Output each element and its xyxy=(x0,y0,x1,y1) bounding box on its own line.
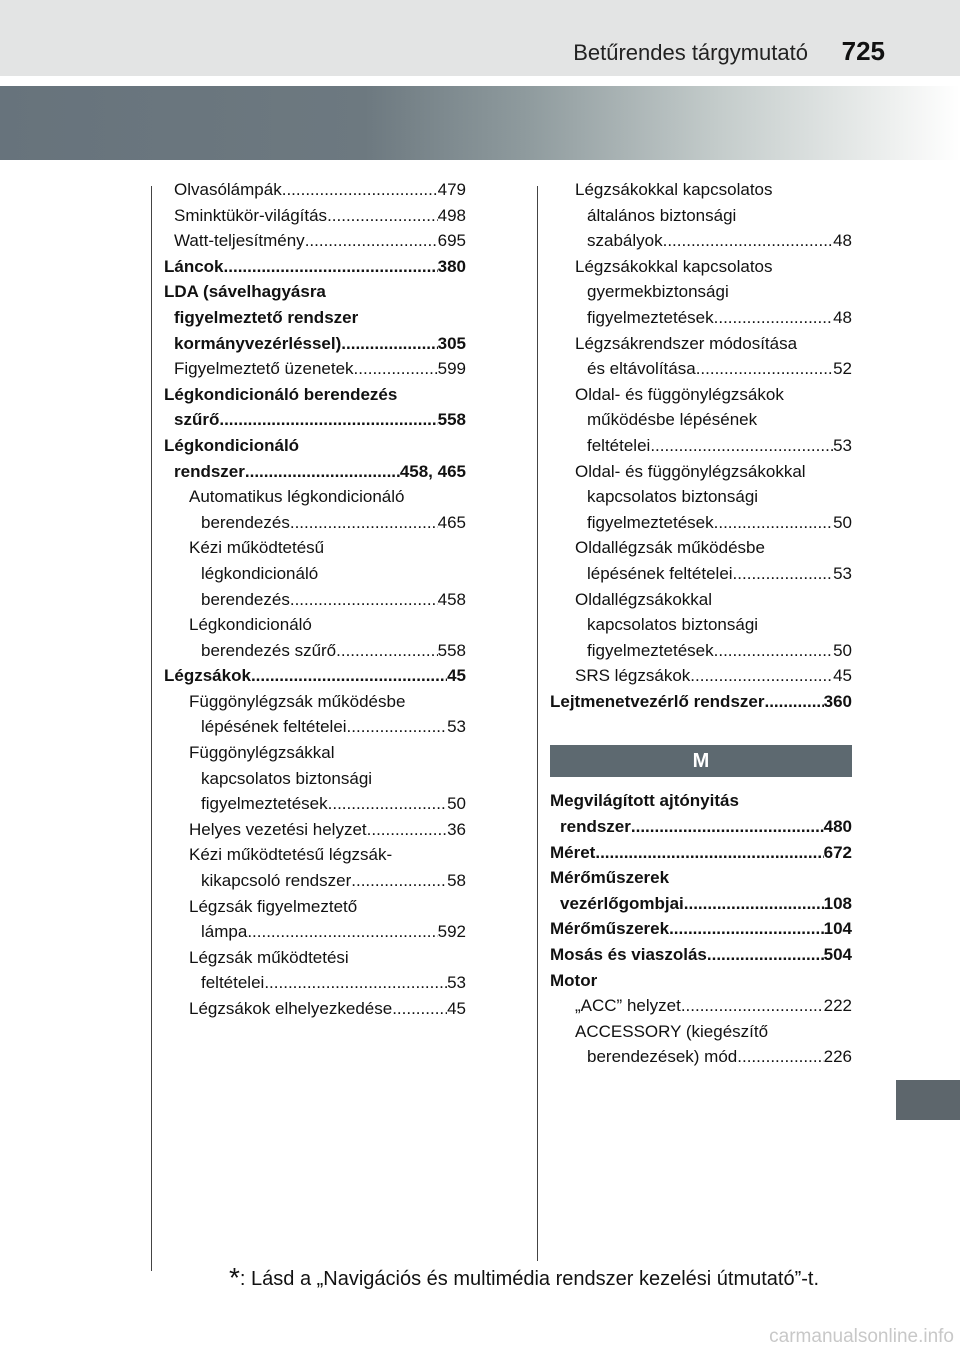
index-entry: feltételei ..... 53 xyxy=(164,970,466,996)
index-entry-text: Motor xyxy=(550,970,598,990)
index-entry: Helyes vezetési helyzet ..... 36 xyxy=(164,817,466,843)
index-entry: feltételei ..... 53 xyxy=(550,433,852,459)
index-entry: lámpa ..... 592 xyxy=(164,919,466,945)
index-entry: Watt-teljesítmény ..... 695 xyxy=(164,228,466,254)
index-entry: berendezés ..... 465 xyxy=(164,510,466,536)
index-entry-text: Kézi működtetésű légzsák- xyxy=(189,845,393,865)
footnote-marker: * xyxy=(229,1262,240,1293)
index-entry: Lejtmenetvezérlő rendszer ..... 360 xyxy=(550,689,852,715)
index-entry-text: kapcsolatos biztonsági xyxy=(201,768,373,788)
index-entry-text: Légkondicionáló berendezés xyxy=(164,384,398,404)
index-entry: lépésének feltételei ..... 53 xyxy=(164,714,466,740)
watermark: carmanualsonline.info xyxy=(769,1326,954,1347)
index-entry-text: Megvilágított ajtónyitás xyxy=(550,791,739,811)
index-entry-text: Légzsákokkal kapcsolatos xyxy=(575,256,773,276)
index-entry: figyelmeztetések ..... 50 xyxy=(550,510,852,536)
header-bar xyxy=(0,0,960,76)
index-entry: és eltávolítása ..... 52 xyxy=(550,356,852,382)
index-entry: Mérőműszerek ..... 104 xyxy=(550,916,852,942)
left-margin-rule xyxy=(151,186,152,1271)
header-title: Betűrendes tárgymutató xyxy=(573,40,808,65)
index-entry-text: LDA (sávelhagyásra xyxy=(164,282,326,302)
index-entry-text: Légzsák működtetési xyxy=(189,947,349,967)
index-entry-text: légkondicionáló xyxy=(201,563,319,583)
index-entry: SRS légzsákok ..... 45 xyxy=(550,663,852,689)
index-entry: figyelmeztetések ..... 50 xyxy=(550,638,852,664)
footnote xyxy=(229,1262,819,1294)
index-entry-text: Automatikus légkondicionáló xyxy=(189,487,405,507)
index-entry: Sminktükör-világítás ..... 498 xyxy=(164,203,466,229)
index-entry: Figyelmeztető üzenetek ..... 599 xyxy=(164,356,466,382)
index-entry-text: Függönylégzsák működésbe xyxy=(189,691,406,711)
index-entry-text: Légzsákokkal kapcsolatos xyxy=(575,180,773,199)
index-entry: rendszer ..... 480 xyxy=(550,814,852,840)
index-entry-text: kapcsolatos biztonsági xyxy=(587,487,759,507)
index-entry: lépésének feltételei ..... 53 xyxy=(550,561,852,587)
index-entry: figyelmeztetések ..... 50 xyxy=(164,791,466,817)
index-entry-text: működésbe lépésének xyxy=(587,410,758,430)
index-entry-text: figyelmeztető rendszer xyxy=(174,307,359,327)
index-entry: Méret ..... 672 xyxy=(550,840,852,866)
index-entry-text: Oldal- és függönylégzsákok xyxy=(575,384,784,404)
page-number: 725 xyxy=(841,36,885,66)
index-entry: vezérlőgombjai ..... 108 xyxy=(550,891,852,917)
index-entry-text: Oldallégzsákokkal xyxy=(575,589,713,609)
index-entry-text: Mérőműszerek xyxy=(550,868,670,888)
chapter-thumb-tab xyxy=(896,1080,960,1120)
index-entry: Légzsákok ..... 45 xyxy=(164,663,466,689)
index-entry: berendezés ..... 458 xyxy=(164,587,466,613)
index-entry-text: Légzsákrendszer módosítása xyxy=(575,333,798,353)
index-entry-text: gyermekbiztonsági xyxy=(587,282,729,302)
index-entry-text: Légkondicionáló xyxy=(164,435,300,455)
index-entry: szabályok ..... 48 xyxy=(550,228,852,254)
column-divider xyxy=(537,186,538,1261)
index-entry-text: ACCESSORY (kiegészítő xyxy=(575,1021,769,1041)
index-entry: berendezés szűrő ..... 558 xyxy=(164,638,466,664)
index-entry: rendszer ..... 458, 465 xyxy=(164,459,466,485)
index-entry: „ACC” helyzet ..... 222 xyxy=(550,993,852,1019)
index-entry-text: Függönylégzsákkal xyxy=(189,743,335,763)
index-entry-text: általános biztonsági xyxy=(587,205,737,225)
index-entry-text: Légkondicionáló xyxy=(189,615,312,635)
index-entry: Mosás és viaszolás ..... 504 xyxy=(550,942,852,968)
index-entry: figyelmeztetések ..... 48 xyxy=(550,305,852,331)
index-entry-text: Kézi működtetésű xyxy=(189,538,325,558)
index-entry-text: Légzsák figyelmeztető xyxy=(189,896,358,916)
index-entry: szűrő ..... 558 xyxy=(164,407,466,433)
index-entry: Olvasólámpák ..... 479 xyxy=(164,177,466,203)
index-entry: kormányvezérléssel) ..... 305 xyxy=(164,331,466,357)
gradient-banner xyxy=(0,86,960,160)
index-entry: berendezések) mód ..... 226 xyxy=(550,1044,852,1070)
index-column-right xyxy=(550,177,852,1070)
index-entry-text: Oldallégzsák működésbe xyxy=(575,538,765,558)
index-entry: Légzsákok elhelyezkedése ..... 45 xyxy=(164,996,466,1022)
footnote-text: : Lásd a „Navigációs és multimédia rendszer kezelési útmutató”-t. xyxy=(239,1268,820,1290)
index-entry-text: kapcsolatos biztonsági xyxy=(587,615,759,635)
index-entry: kikapcsoló rendszer ..... 58 xyxy=(164,868,466,894)
index-entry-text: Oldal- és függönylégzsákokkal xyxy=(575,461,806,481)
index-entry: Láncok ..... 380 xyxy=(164,254,466,280)
index-column-left xyxy=(164,177,466,1022)
section-letter-m: M xyxy=(550,745,852,777)
